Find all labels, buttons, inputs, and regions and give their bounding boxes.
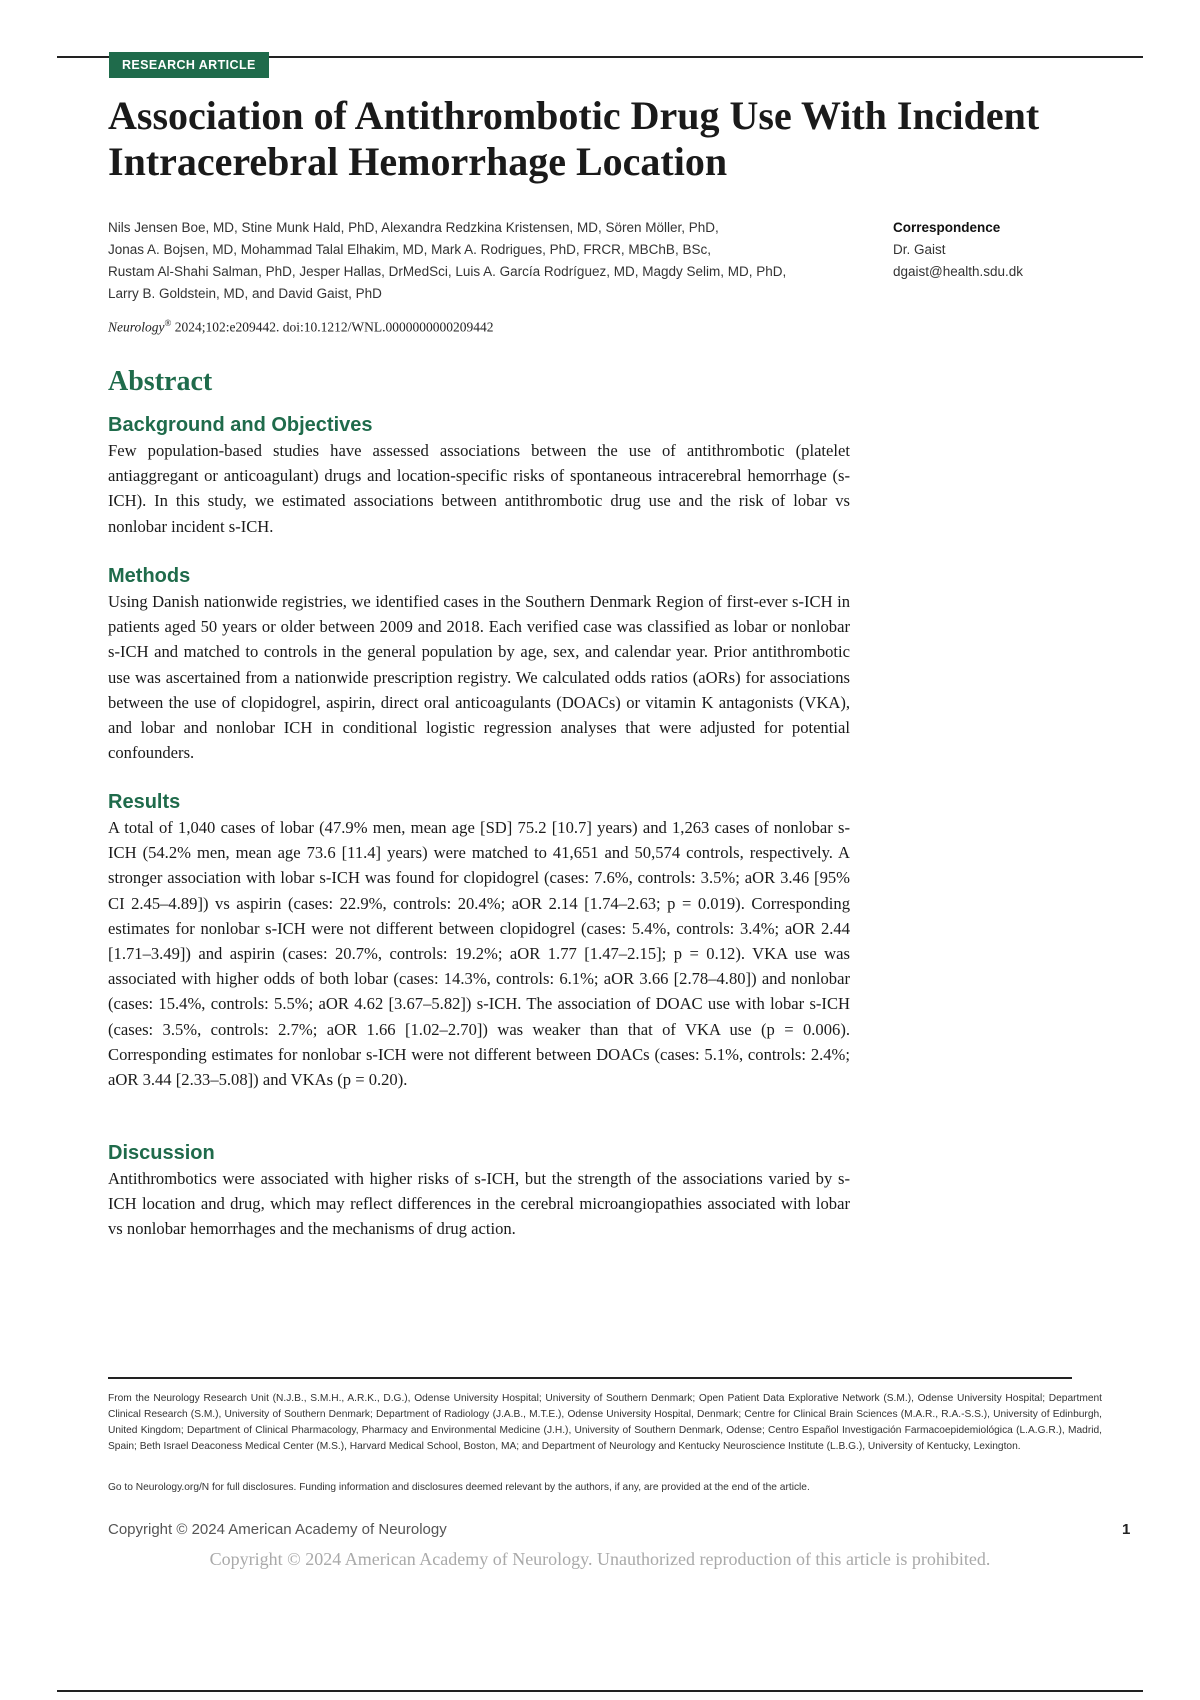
- author-line: Rustam Al-Shahi Salman, PhD, Jesper Hallas, DrMedSci, Luis A. García Rodríguez, MD, Magdy Selim, MD, PhD,: [108, 264, 787, 279]
- bottom-rule: [57, 1690, 1143, 1692]
- section-text-background: Few population-based studies have assessed associations between the use of antithrombotic (platelet antiaggregant or anticoagulant) drugs and location-specific risks of spontaneous intracerebral hemorrhage (s-ICH). In this study, we estimated associations between antithrombotic drug use and the risk of lobar vs nonlobar incident s-ICH.: [108, 441, 850, 536]
- abstract-heading: Abstract: [108, 366, 213, 397]
- section-text-methods: Using Danish nationwide registries, we identified cases in the Southern Denmark Region of first-ever s-ICH in patients aged 50 years or older between 2009 and 2018. Each verified case was classified as lobar or nonlobar s-ICH and matched to controls in the general population by age, sex, and calendar year. Prior antithrombotic use was ascertained from a nationwide prescription registry. We calculated odds ratios (aORs) for associations between the use of clopidogrel, aspirin, direct oral anticoagulants (DOACs) or vitamin K antagonists (VKA), and lobar and nonlobar ICH in conditional logistic regression analyses that were adjusted for potential confounders.: [108, 592, 850, 763]
- copyright-line: Copyright © 2024 American Academy of Neurology: [108, 1521, 447, 1538]
- footnote-rule: [108, 1377, 1072, 1379]
- section-heading-methods: Methods: [108, 565, 191, 587]
- journal-name: Neurology: [108, 319, 165, 335]
- section-heading-discussion: Discussion: [108, 1142, 215, 1164]
- citation-details[interactable]: 2024;102:e209442. doi:10.1212/WNL.0000000000209442: [171, 319, 494, 335]
- author-line: Larry B. Goldstein, MD, and David Gaist, PhD: [108, 286, 382, 301]
- article-title: [108, 93, 1148, 185]
- correspondence-heading: Correspondence: [893, 220, 1001, 235]
- author-list: [108, 217, 868, 305]
- title-line: Intracerebral Hemorrhage Location: [108, 139, 728, 184]
- section-heading-results: Results: [108, 791, 181, 813]
- affiliations-footnote: From the Neurology Research Unit (N.J.B., S.M.H., A.R.K., D.G.), Odense University Hospital; University of Southern Denmark; Open Patient Data Explorative Network (S.M.), Odense University Hospital; Department Clinical Research (S.M.), University of Southern Denmark; Department of Radiology (J.A.B., M.T.E.), Odense University Hospital, Denmark; Centre for Clinical Brain Sciences (M.A.R., R.A.-S.S.), University of Edinburgh, United Kingdom; Department of Clinical Pharmacology, Pharmacy and Environmental Medicine (J.H.), University of Southern Denmark, Odense; Centro Español Investigación Farmacoepidemiológica (L.A.G.R.), Madrid, Spain; Beth Israel Deaconess Medical Center (M.S.), Harvard Medical School, Boston, MA; and Department of Neurology and Kentucky Neuroscience Institute (L.B.G.), University of Kentucky, Lexington.: [108, 1393, 1102, 1452]
- disclosure-note[interactable]: Go to Neurology.org/N for full disclosures. Funding information and disclosures deemed relevant by the authors, if any, are provided at the end of the article.: [108, 1482, 810, 1493]
- correspondence-block: [893, 217, 1143, 283]
- title-line: Association of Antithrombotic Drug Use With Incident: [108, 93, 1040, 138]
- correspondence-name: Dr. Gaist: [893, 242, 946, 257]
- author-line: Nils Jensen Boe, MD, Stine Munk Hald, PhD, Alexandra Redzkina Kristensen, MD, Sören Möller, PhD,: [108, 220, 719, 235]
- section-heading-background: Background and Objectives: [108, 414, 373, 436]
- article-type-badge: RESEARCH ARTICLE: [109, 52, 269, 78]
- page-number: 1: [1122, 1521, 1131, 1538]
- registered-mark: ®: [164, 318, 172, 328]
- section-text-discussion: Antithrombotics were associated with higher risks of s-ICH, but the strength of the associations varied by s-ICH location and drug, which may reflect differences in the cerebral microangiopathies associated with lobar vs nonlobar hemorrhages and the mechanisms of drug action.: [108, 1169, 850, 1239]
- author-line: Jonas A. Bojsen, MD, Mohammad Talal Elhakim, MD, Mark A. Rodrigues, PhD, FRCR, MBChB, BSc,: [108, 242, 711, 257]
- copyright-watermark: Copyright © 2024 American Academy of Neurology. Unauthorized reproduction of this article is prohibited.: [209, 1549, 991, 1569]
- citation-line: [108, 318, 493, 336]
- section-text-results: A total of 1,040 cases of lobar (47.9% men, mean age [SD] 75.2 [10.7] years) and 1,263 cases of nonlobar s-ICH (54.2% men, mean age 73.6 [11.4] years) were matched to 41,651 and 50,574 controls, respectively. A stronger association with lobar s-ICH was found for clopidogrel (cases: 7.6%, controls: 3.5%; aOR 3.46 [95% CI 2.45–4.89]) vs aspirin (cases: 22.9%, controls: 20.4%; aOR 2.14 [1.74–2.63; p = 0.019). Corresponding estimates for nonlobar s-ICH were not different between clopidogrel (cases: 5.4%, controls: 3.4%; aOR 2.44 [1.71–3.49]) and aspirin (cases: 20.7%, controls: 19.2%; aOR 1.77 [1.47–2.15]; p = 0.12). VKA use was associated with higher odds of both lobar (cases: 14.3%, controls: 6.1%; aOR 3.66 [2.78–4.80]) and nonlobar (cases: 15.4%, controls: 5.5%; aOR 4.62 [3.67–5.82]) s-ICH. The association of DOAC use with lobar s-ICH (cases: 3.5%, controls: 2.7%; aOR 1.66 [1.02–2.70]) was weaker than that of VKA use (p = 0.006). Corresponding estimates for nonlobar s-ICH were not different between DOACs (cases: 5.1%, controls: 2.4%; aOR 3.44 [2.33–5.08]) and VKAs (p = 0.20).: [108, 818, 850, 1090]
- correspondence-email[interactable]: dgaist@health.sdu.dk: [893, 264, 1024, 279]
